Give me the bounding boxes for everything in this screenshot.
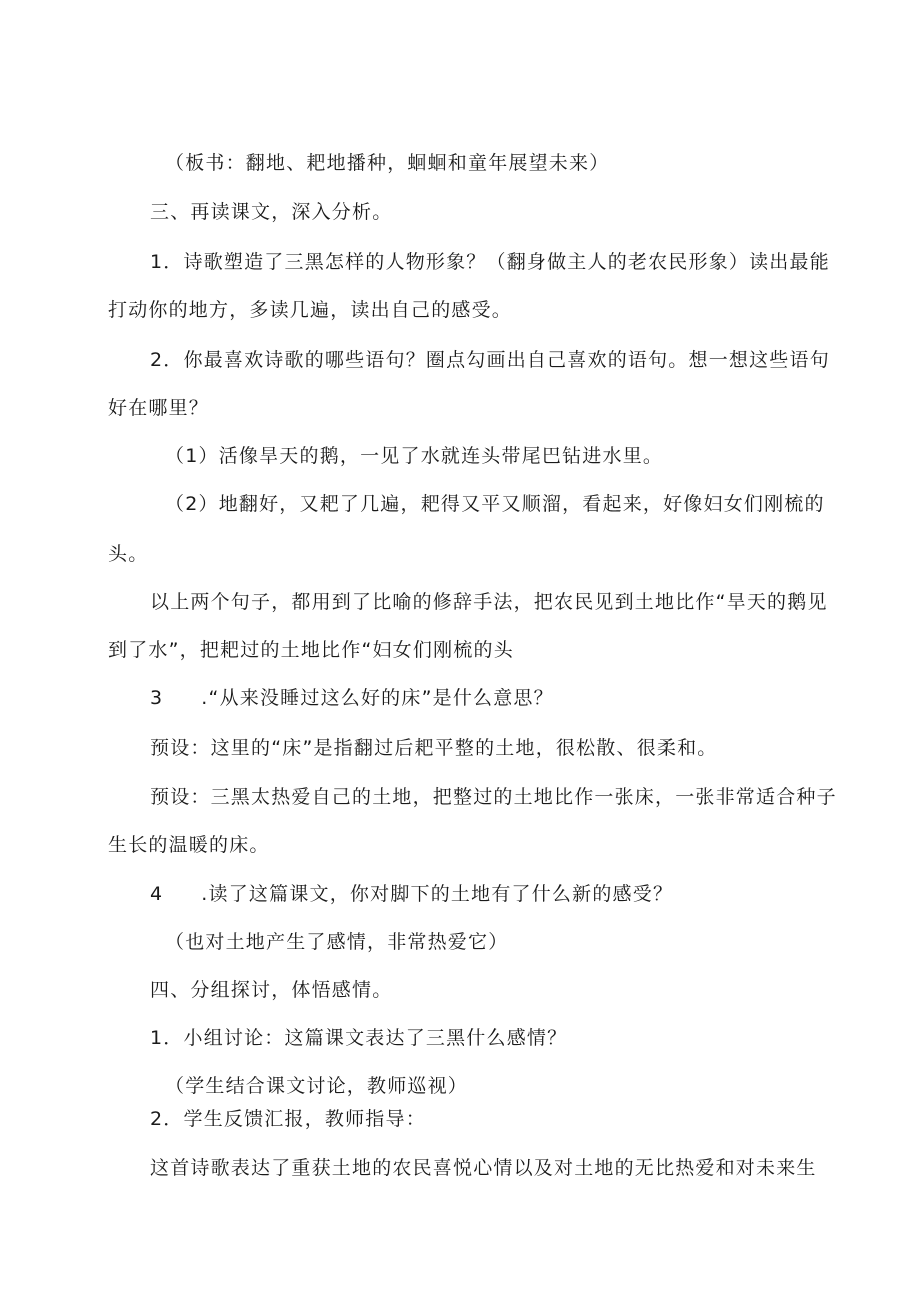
question-4-number: 4 (150, 883, 164, 905)
discussion-item-1-note: （学生结合课文讨论，教师巡视） (165, 1075, 469, 1097)
summary-line: 这首诗歌表达了重获土地的农民喜悦心情以及对土地的无比热爱和对未来生 (150, 1157, 817, 1179)
question-3 (150, 686, 554, 710)
question-3-number: 3 (150, 687, 164, 709)
question-4 (150, 882, 673, 906)
analysis-line-2: 到了水”，把耙过的土地比作“妇女们刚梳的头 (108, 639, 514, 661)
example-sentence-2-line-2: 头。 (108, 543, 149, 565)
preset-answer-1: 预设：这里的“床”是指翻过后耙平整的土地，很松散、很柔和。 (150, 737, 718, 759)
discussion-item-1: 1．小组讨论：这篇课文表达了三黑什么感情？ (150, 1027, 568, 1049)
example-sentence-2-line-1: （2）地翻好，又耙了几遍，耙得又平又顺溜，看起来，好像妇女们刚梳的 (165, 493, 825, 515)
question-3-text: .“从来没睡过这么好的床”是什么意思？ (201, 687, 554, 709)
question-2-line-2: 好在哪里？ (108, 397, 210, 419)
section-3-heading: 三、再读课文，深入分析。 (150, 201, 393, 223)
question-2-line-1: 2．你最喜欢诗歌的哪些语句？圈点勾画出自己喜欢的语句。想一想这些语句 (150, 349, 830, 371)
discussion-item-2: 2．学生反馈汇报，教师指导： (150, 1108, 426, 1130)
analysis-line-1: 以上两个句子，都用到了比喻的修辞手法，把农民见到土地比作“旱天的鹅见 (150, 591, 828, 613)
question-4-answer: （也对土地产生了感情，非常热爱它） (165, 931, 509, 953)
preset-answer-2-line-1: 预设：三黑太热爱自己的土地，把整过的土地比作一张床，一张非常适合种子 (150, 786, 837, 808)
question-4-text: .读了这篇课文，你对脚下的土地有了什么新的感受？ (201, 883, 674, 905)
question-1-line-1: 1．诗歌塑造了三黑怎样的人物形象？（翻身做主人的老农民形象）读出最能 (150, 251, 830, 273)
section-4-heading: 四、分组探讨，体悟感情。 (150, 979, 393, 1001)
preset-answer-2-line-2: 生长的温暖的床。 (108, 834, 270, 856)
board-notes: （板书：翻地、耙地播种，蛔蛔和童年展望未来） (165, 152, 610, 174)
example-sentence-1: （1）活像旱天的鹅，一见了水就连头带尾巴钻进水里。 (165, 445, 664, 467)
question-1-line-2: 打动你的地方，多读几遍，读出自己的感受。 (108, 299, 513, 321)
